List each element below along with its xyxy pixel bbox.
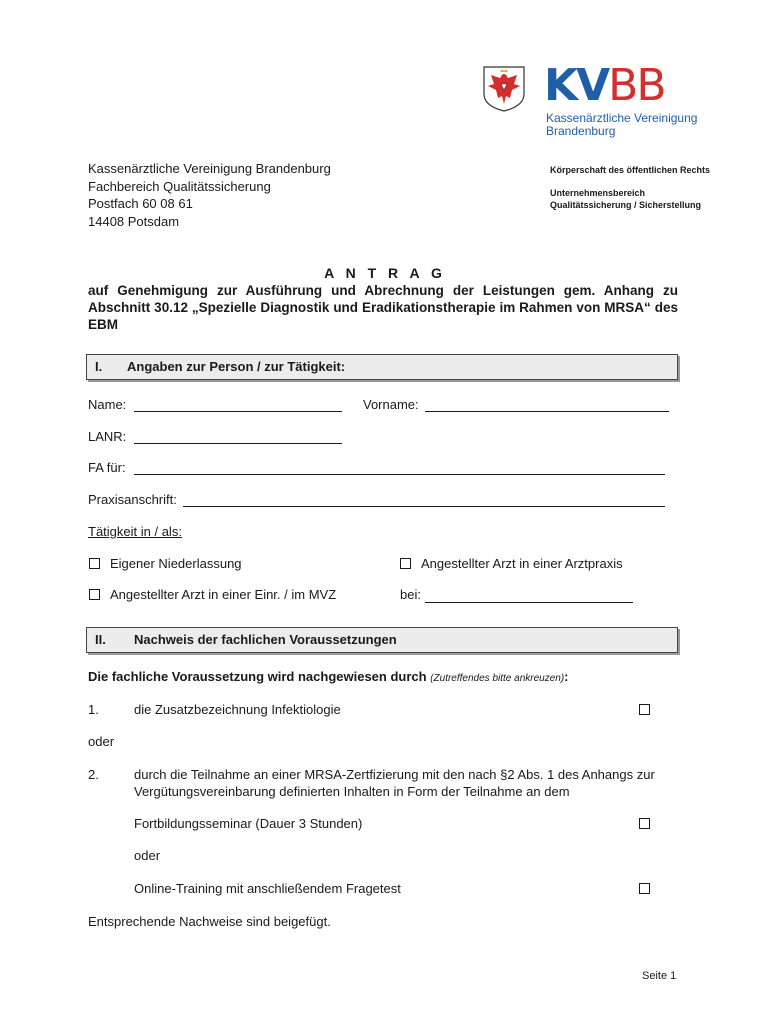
logo-bb: BB — [608, 60, 665, 111]
authority-line2: Unternehmensbereich — [550, 188, 646, 198]
proof-hint: (Zutreffendes bitte ankreuzen) — [430, 673, 565, 684]
enclosed-note: Entsprechende Nachweise sind beigefügt. — [88, 914, 331, 929]
proof-colon: : — [564, 669, 569, 684]
name-input-line[interactable] — [134, 411, 342, 412]
proof-intro-text: Die fachliche Voraussetzung wird nachgewiesen durch — [88, 669, 427, 684]
item1-number: 1. — [88, 702, 99, 717]
online-text: Online-Training mit anschließendem Fragetest — [134, 881, 401, 896]
section-2-header — [86, 627, 678, 653]
praxis-input-line[interactable] — [183, 506, 665, 507]
opt-angestellt-mvz-label: Angestellter Arzt in einer Einr. / im MVZ — [110, 587, 337, 602]
vorname-input-line[interactable] — [425, 411, 669, 412]
checkbox-angestellt-praxis[interactable] — [400, 558, 411, 569]
opt-niederlassung-label: Eigener Niederlassung — [110, 556, 242, 571]
logo-name-line2: Brandenburg — [546, 124, 616, 138]
recipient-address — [88, 160, 331, 230]
section-1-number: I. — [95, 359, 103, 374]
checkbox-seminar[interactable] — [639, 818, 650, 829]
opt-angestellt-praxis-label: Angestellter Arzt in einer Arztpraxis — [421, 556, 623, 571]
brandenburg-eagle-crest — [483, 66, 525, 112]
section-2-label: Nachweis der fachlichen Voraussetzungen — [134, 632, 397, 647]
lanr-input-line[interactable] — [134, 443, 342, 444]
item2-line2: Vergütungsvereinbarung definierten Inhalten in Form der Teilnahme an dem — [134, 784, 570, 799]
recipient-line1: Kassenärztliche Vereinigung Brandenburg — [88, 161, 331, 176]
form-title: A N T R A G — [324, 265, 446, 281]
checkbox-niederlassung[interactable] — [89, 558, 100, 569]
item2-line1: durch die Teilnahme an einer MRSA-Zertfizierung mit den nach §2 Abs. 1 des Anhangs zur — [134, 767, 655, 782]
seminar-text: Fortbildungsseminar (Dauer 3 Stunden) — [134, 816, 363, 831]
authority-line1: Körperschaft des öffentlichen Rechts — [550, 165, 711, 175]
kvbb-logo-wordmark — [544, 60, 665, 111]
checkbox-online[interactable] — [639, 883, 650, 894]
checkbox-infektiologie[interactable] — [639, 704, 650, 715]
recipient-line4: 14408 Potsdam — [88, 213, 180, 229]
proof-intro — [88, 669, 569, 687]
logo-name-line1: Kassenärztliche Vereinigung — [546, 111, 698, 125]
oder-2: oder — [134, 848, 161, 863]
fa-input-line[interactable] — [134, 474, 665, 475]
recipient-line3: Postfach 60 08 61 — [88, 196, 193, 211]
section-1-label: Angaben zur Person / zur Tätigkeit: — [127, 359, 346, 374]
vorname-label: Vorname: — [363, 397, 419, 412]
form-title-description: auf Genehmigung zur Ausführung und Abrechnung der Leistungen gem. Anhang zu Abschnitt 30.12 „Spezielle Diagnostik und Eradikationstherapie im Rahmen von MRSA“ des EBM — [88, 283, 678, 332]
bei-input-line[interactable] — [425, 602, 633, 603]
fa-label: FA für: — [88, 460, 126, 475]
logo-kv: KV — [544, 60, 609, 111]
recipient-line2: Fachbereich Qualitätssicherung — [88, 178, 271, 194]
page-number: Seite 1 — [642, 970, 677, 982]
praxis-label: Praxisanschrift: — [88, 492, 177, 507]
authority-line3: Qualitätssicherung / Sicherstellung — [550, 200, 702, 210]
checkbox-angestellt-mvz[interactable] — [89, 589, 100, 600]
section-2-number: II. — [95, 632, 106, 647]
activity-label: Tätigkeit in / als: — [88, 524, 182, 539]
bei-label: bei: — [400, 587, 421, 602]
name-label: Name: — [88, 397, 127, 412]
item1-text: die Zusatzbezeichnung Infektiologie — [134, 702, 341, 717]
oder-1: oder — [88, 734, 115, 749]
authority-info — [550, 164, 710, 211]
kvbb-logo-name — [546, 112, 697, 138]
item2-number: 2. — [88, 767, 99, 782]
lanr-label: LANR: — [88, 429, 127, 444]
section-1-header — [86, 354, 678, 380]
